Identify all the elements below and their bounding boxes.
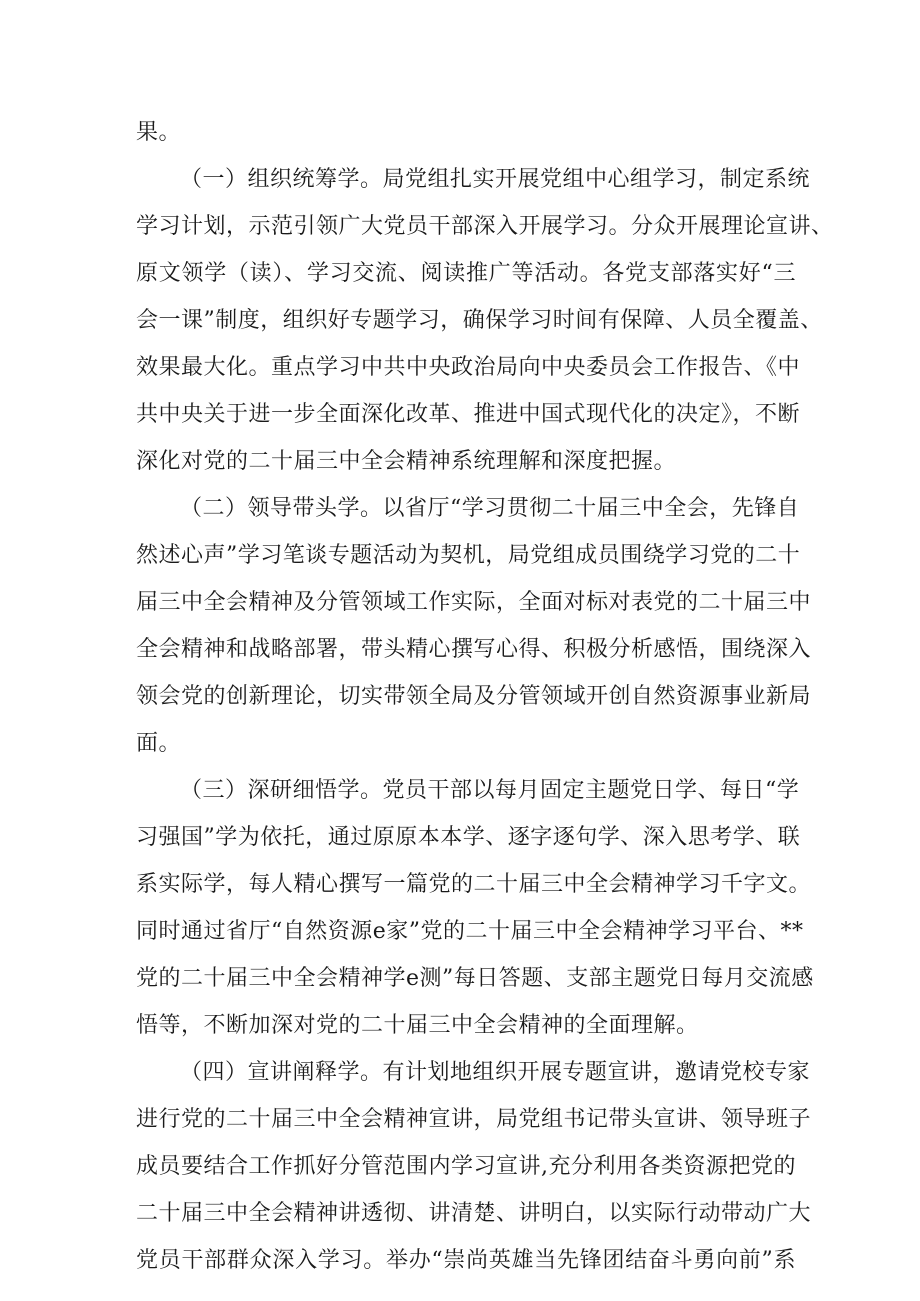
text-line: 悟等，不断加深对党的二十届三中全会精神的全面理解。 (136, 1013, 699, 1038)
text-line: 原文领学（读）、学习交流、阅读推广等活动。各党支部落实好“三 (136, 261, 796, 286)
text-line: 同时通过省厅“自然资源e家”党的二十届三中全会精神学习平台、** (136, 919, 804, 944)
text-line: 效果最大化。重点学习中共中央政治局向中央委员会工作报告、《中 (136, 355, 801, 380)
text-line: 共中央关于进一步全面深化改革、推进中国式现代化的决定》，不断 (136, 402, 801, 427)
text-line: 然述心声”学习笔谈专题活动为契机，局党组成员围绕学习党的二十 (136, 543, 801, 568)
text-line: 届三中全会精神及分管领域工作实际，全面对标对表党的二十届三中 (136, 590, 812, 615)
text-line: 党的二十届三中全会精神学e测”每日答题、支部主题党日每月交流感 (136, 966, 814, 991)
text-line: 深化对党的二十届三中全会精神系统理解和深度把握。 (136, 449, 677, 474)
text-line: 成员要结合工作抓好分管范围内学习宣讲,充分利用各类资源把党的 (136, 1154, 796, 1179)
text-line: 领会党的创新理论，切实带领全局及分管领域开创自然资源事业新局 (136, 684, 812, 709)
text-line: 会一课”制度，组织好专题学习，确保学习时间有保障、人员全覆盖、 (136, 308, 823, 333)
text-line: 学习计划，示范引领广大党员干部深入开展学习。分众开展理论宣讲、 (136, 214, 834, 239)
text-line: 进行党的二十届三中全会精神宣讲，局党组书记带头宣讲、领导班子 (136, 1107, 812, 1132)
text-line: 党员干部群众深入学习。举办“崇尚英雄当先锋团结奋斗勇向前”系 (136, 1248, 796, 1273)
text-line: 系实际学，每人精心撰写一篇党的二十届三中全会精神学习千字文。 (136, 872, 812, 897)
paragraph-first-line: （二）领导带头学。以省厅“学习贯彻二十届三中全会，先锋自 (180, 496, 800, 521)
text-line: 果。 (136, 120, 182, 145)
paragraph-first-line: （三）深研细悟学。党员干部以每月固定主题党日学、每日“学 (180, 778, 800, 803)
text-line: 面。 (136, 731, 182, 756)
paragraph-first-line: （四）宣讲阐释学。有计划地组织开展专题宣讲，邀请党校专家 (180, 1060, 811, 1085)
paragraph-first-line: （一）组织统筹学。局党组扎实开展党组中心组学习，制定系统 (180, 167, 811, 192)
text-line: 二十届三中全会精神讲透彻、讲清楚、讲明白，以实际行动带动广大 (136, 1201, 812, 1226)
text-line: 习强国”学为依托，通过原原本本学、逐字逐句学、深入思考学、联 (136, 825, 801, 850)
text-line: 全会精神和战略部署，带头精心撰写心得、积极分析感悟，围绕深入 (136, 637, 812, 662)
